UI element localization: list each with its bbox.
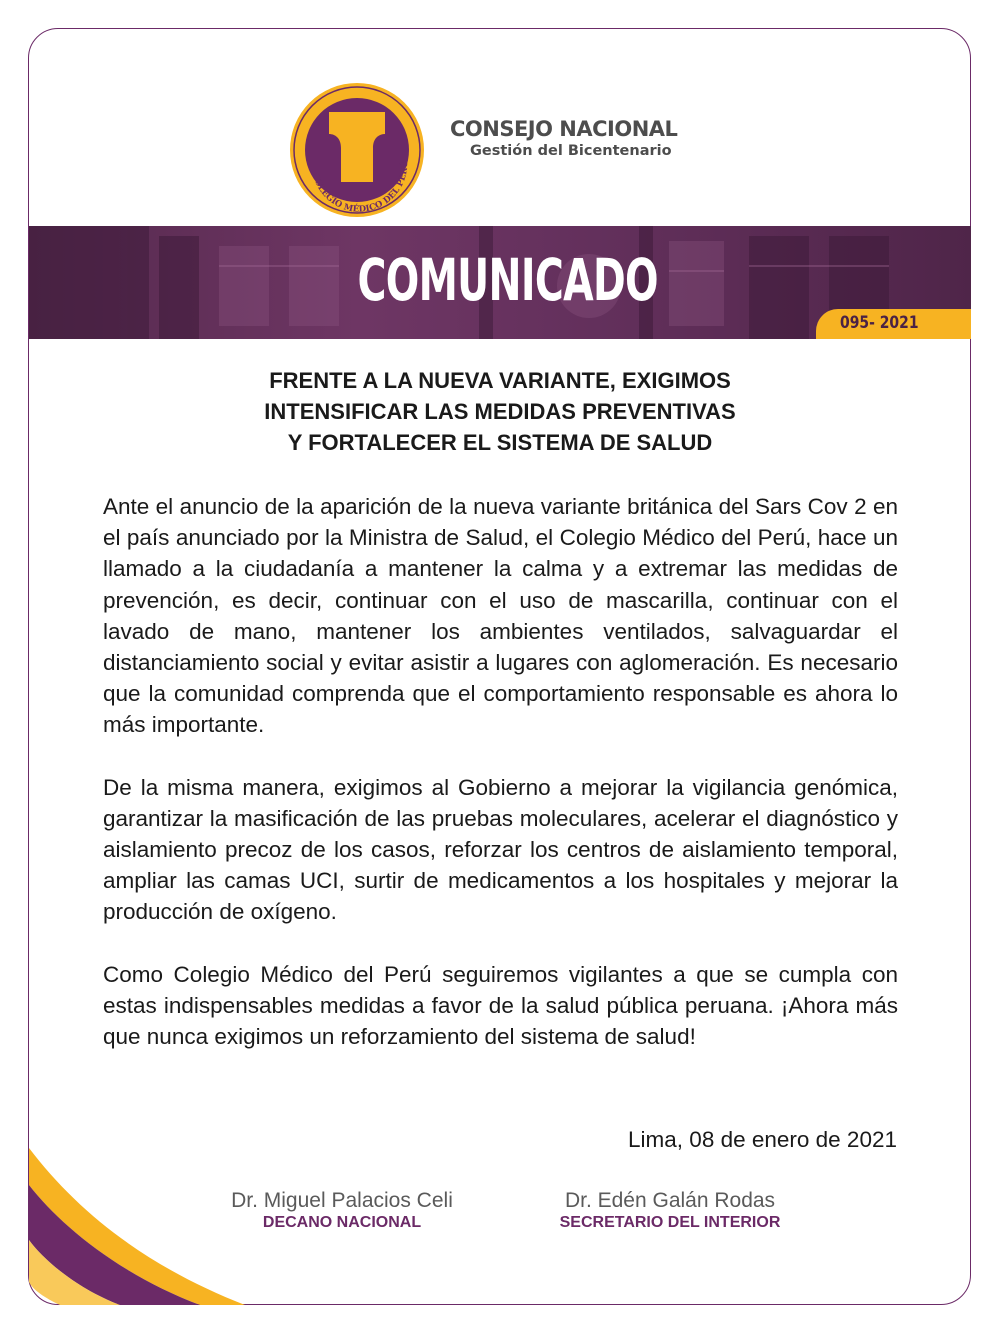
signatory-role: DECANO NACIONAL xyxy=(262,1214,422,1231)
council-title: CONSEJO NACIONAL xyxy=(450,117,678,141)
council-heading xyxy=(450,117,677,161)
headline xyxy=(100,365,900,458)
paragraph-2: De la misma manera, exigimos al Gobierno a mejorar la vigilancia genómica, garantizar la masificación de las pruebas moleculares, acelerar el diagnóstico y aislamiento precoz de los casos, reforzar los centros de aislamiento temporal, ampliar las camas UCI, surtir de medicamentos a los hospitales y mejorar la producción de oxígeno. xyxy=(103,774,898,925)
logo-ring-text: COLEGIO MÉDICO DEL PERÚ xyxy=(309,160,411,215)
council-subtitle: Gestión del Bicentenario xyxy=(470,143,672,159)
signatory-name: Dr. Miguel Palacios Celi xyxy=(231,1189,453,1212)
statement-body xyxy=(103,491,898,1083)
signature-block-dean xyxy=(197,1189,487,1232)
date-line: Lima, 08 de enero de 2021 xyxy=(628,1127,897,1152)
banner-title: COMUNICADO xyxy=(357,246,658,314)
paragraph-1: Ante el anuncio de la aparición de la nueva variante británica del Sars Cov 2 en el país anunciado por la Ministra de Salud, el Colegio Médico del Perú, hace un llamado a la ciudadanía a mantener la calma y a extremar las medidas de prevención, es decir, continuar con el uso de mascarilla, continuar con el lavado de mano, mantener los ambientes ventilados, salvaguardar el distanciamiento social y evitar asistir a lugares con aglomeración. Es necesario que la comunidad comprenda que el comportamiento responsable es ahora lo más importante. xyxy=(103,494,898,738)
communique-number-tag xyxy=(816,309,971,339)
paragraph-3: Como Colegio Médico del Perú seguiremos vigilantes a que se cumpla con estas indispensables medidas a favor de la salud pública peruana. ¡Ahora más que nunca exigimos un reforzamiento del sistema de salud! xyxy=(103,961,898,1050)
communique-number: 095- 2021 xyxy=(840,313,919,333)
headline-line: FRENTE A LA NUEVA VARIANTE, EXIGIMOS xyxy=(269,368,731,393)
headline-line: Y FORTALECER EL SISTEMA DE SALUD xyxy=(287,430,713,455)
signatory-role: SECRETARIO DEL INTERIOR xyxy=(559,1214,781,1231)
colegio-medico-logo xyxy=(289,82,425,218)
signature-block-secretary xyxy=(525,1189,815,1232)
signatory-name: Dr. Edén Galán Rodas xyxy=(564,1189,776,1212)
headline-line: INTENSIFICAR LAS MEDIDAS PREVENTIVAS xyxy=(264,399,736,424)
